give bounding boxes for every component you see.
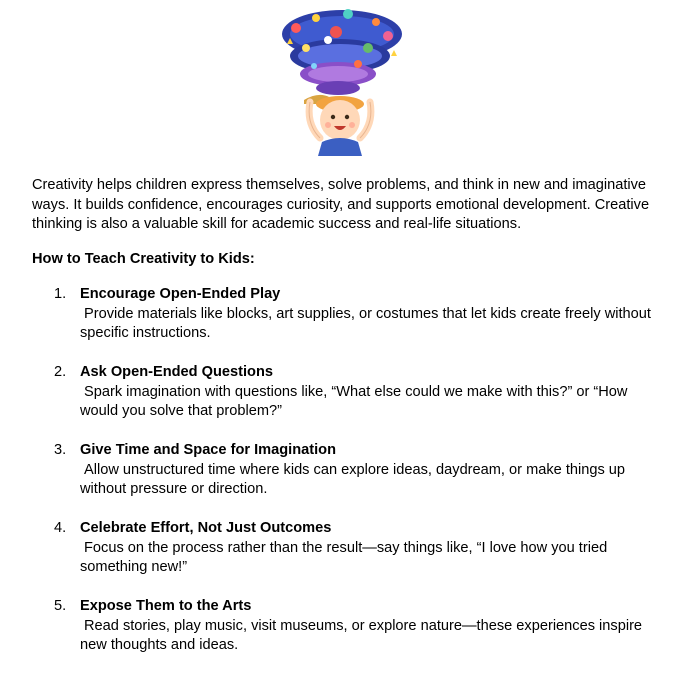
step-title: Give Time and Space for Imagination <box>80 442 336 458</box>
step-title: Ask Open-Ended Questions <box>80 364 273 380</box>
list-item <box>0 285 660 363</box>
step-number: 5. <box>54 598 67 614</box>
step-number: 3. <box>54 442 67 458</box>
list-item <box>0 519 660 597</box>
step-description: Focus on the process rather than the result—say things like, “I love how you tried something new!” <box>80 539 608 575</box>
list-item <box>0 441 660 519</box>
section-heading: How to Teach Creativity to Kids: <box>32 251 255 267</box>
step-description: Spark imagination with questions like, “What else could we make with this?” or “How would you solve that problem?” <box>80 383 628 419</box>
step-title: Celebrate Effort, Not Just Outcomes <box>80 520 332 536</box>
step-title: Encourage Open-Ended Play <box>80 286 281 302</box>
step-number: 2. <box>54 364 67 380</box>
steps-list <box>0 285 678 675</box>
list-item <box>0 597 660 675</box>
list-item <box>0 363 660 441</box>
step-description: Read stories, play music, visit museums, or explore nature—these experiences inspire new thoughts and ideas. <box>80 617 643 653</box>
step-description: Allow unstructured time where kids can explore ideas, daydream, or make things up without pressure or direction. <box>80 461 626 497</box>
step-title: Expose Them to the Arts <box>80 598 252 614</box>
child-imagination-illustration <box>276 4 410 156</box>
step-number: 1. <box>54 286 67 302</box>
child-imagination-swirl-icon <box>276 4 410 156</box>
intro-paragraph: Creativity helps children express themselves, solve problems, and think in new and imaginative ways. It builds confidence, encourages curiosity, and supports emotional development. Creative thinking is also a valuable skill for academic success and real-life situations. <box>32 177 650 232</box>
step-description: Provide materials like blocks, art supplies, or costumes that let kids create freely without specific instructions. <box>80 305 651 341</box>
step-number: 4. <box>54 520 67 536</box>
